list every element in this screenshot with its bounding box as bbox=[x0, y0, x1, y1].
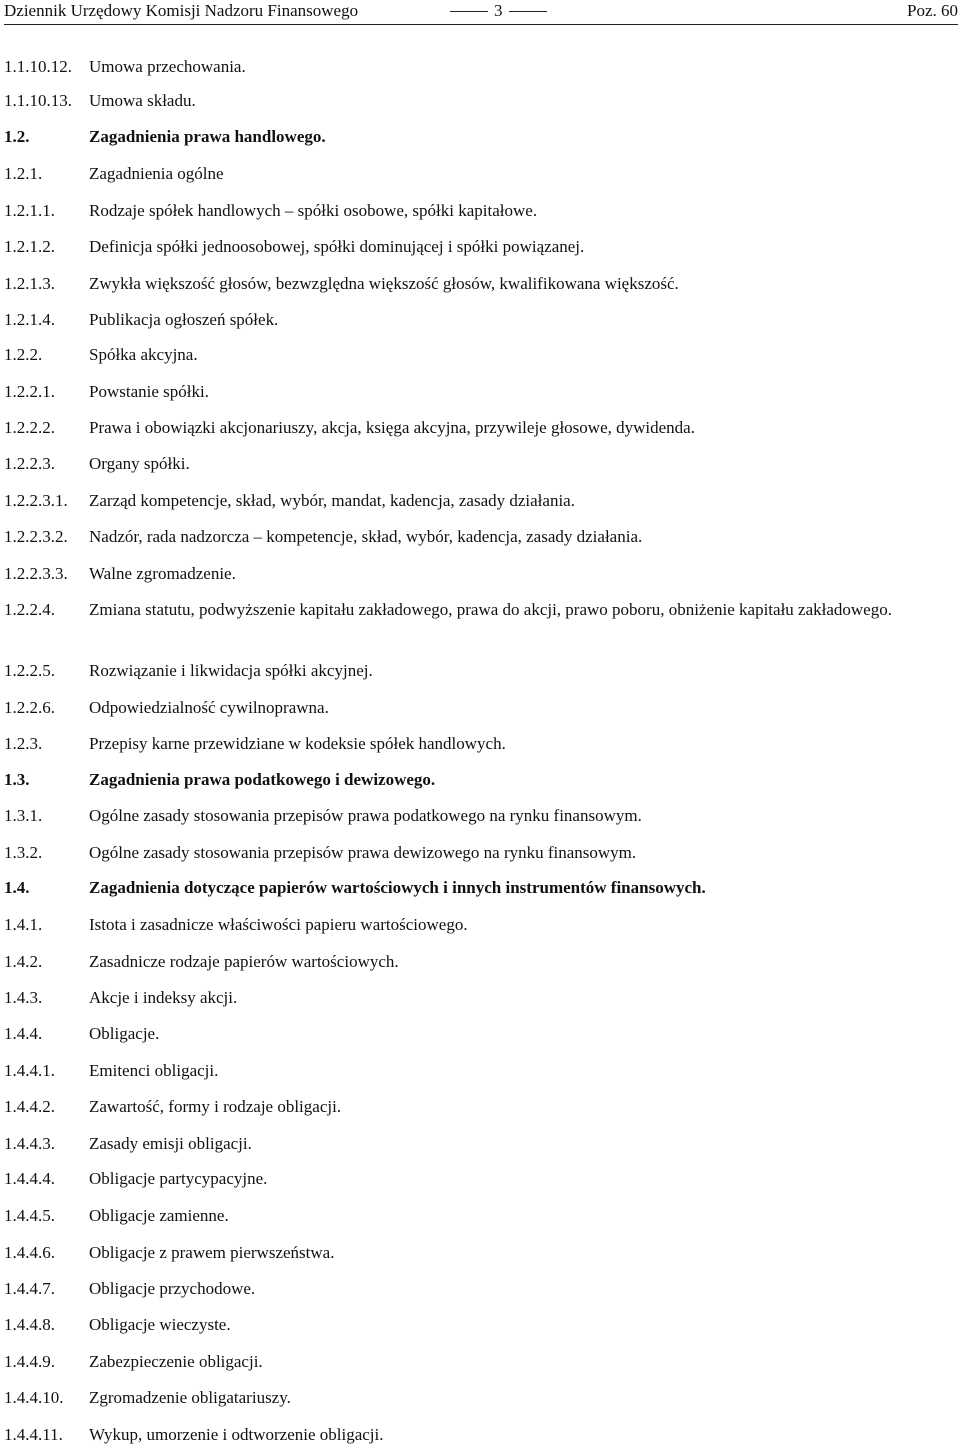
entry-text: Nadzór, rada nadzorcza – kompetencje, skład, wybór, kadencja, zasady działania. bbox=[89, 527, 643, 546]
entry-number: 1.4.4.5. bbox=[4, 1206, 55, 1225]
journal-title: Dziennik Urzędowy Komisji Nadzoru Finansowego bbox=[4, 1, 359, 20]
entry-number: 1.2.2.1. bbox=[4, 382, 55, 401]
entry-number: 1.2.2.4. bbox=[4, 600, 55, 619]
entry-number: 1.4.4. bbox=[4, 1024, 43, 1043]
entry-text: Zawartość, formy i rodzaje obligacji. bbox=[89, 1097, 342, 1116]
entry-number: 1.2. bbox=[4, 127, 30, 146]
entry-text: Spółka akcyjna. bbox=[89, 345, 198, 364]
entry-number: 1.4. bbox=[4, 878, 30, 897]
entry-number: 1.4.4.11. bbox=[4, 1425, 63, 1444]
entry-text: Definicja spółki jednoosobowej, spółki dominującej i spółki powiązanej. bbox=[89, 237, 585, 256]
entry-number: 1.2.2.6. bbox=[4, 698, 55, 717]
page-number-value: 3 bbox=[494, 1, 503, 20]
entry-text: Obligacje wieczyste. bbox=[89, 1315, 231, 1334]
entry-number: 1.2.1.3. bbox=[4, 274, 55, 293]
entry-number: 1.2.2.3.3. bbox=[4, 564, 68, 583]
entry-text: Obligacje. bbox=[89, 1024, 160, 1043]
entry-text: Zmiana statutu, podwyższenie kapitału zakładowego, prawa do akcji, prawo poboru, obniżenie kapitału zakładowego. bbox=[89, 600, 892, 619]
entry-number: 1.2.1.2. bbox=[4, 237, 55, 256]
entry-text: Obligacje z prawem pierwszeństwa. bbox=[89, 1243, 335, 1262]
entry-number: 1.2.2.3.2. bbox=[4, 527, 68, 546]
page-header bbox=[4, 0, 958, 25]
entry-text: Rodzaje spółek handlowych – spółki osobowe, spółki kapitałowe. bbox=[89, 201, 538, 220]
dash-left bbox=[450, 11, 488, 12]
position-number: Poz. 60 bbox=[907, 1, 958, 20]
entry-text: Odpowiedzialność cywilnoprawna. bbox=[89, 698, 329, 717]
entry-text: Powstanie spółki. bbox=[89, 382, 209, 401]
dash-right bbox=[509, 11, 547, 12]
entry-text: Zwykła większość głosów, bezwzględna większość głosów, kwalifikowana większość. bbox=[89, 274, 679, 293]
entry-number: 1.2.2.3. bbox=[4, 454, 55, 473]
entry-text: Zgromadzenie obligatariuszy. bbox=[89, 1388, 291, 1407]
entry-number: 1.4.4.8. bbox=[4, 1315, 55, 1334]
entry-number: 1.4.4.6. bbox=[4, 1243, 55, 1262]
entry-number: 1.2.2. bbox=[4, 345, 43, 364]
entry-number: 1.4.4.7. bbox=[4, 1279, 55, 1298]
entry-number: 1.1.10.12. bbox=[4, 57, 72, 76]
entry-text: Obligacje przychodowe. bbox=[89, 1279, 256, 1298]
entry-number: 1.2.3. bbox=[4, 734, 43, 753]
entry-text: Zasadnicze rodzaje papierów wartościowych. bbox=[89, 952, 399, 971]
entry-number: 1.2.1. bbox=[4, 164, 43, 183]
entry-text: Zarząd kompetencje, skład, wybór, mandat, kadencja, zasady działania. bbox=[89, 491, 575, 510]
entry-text: Zagadnienia ogólne bbox=[89, 164, 224, 183]
entry-text: Publikacja ogłoszeń spółek. bbox=[89, 310, 279, 329]
entry-number: 1.4.3. bbox=[4, 988, 43, 1007]
entry-text: Umowa przechowania. bbox=[89, 57, 246, 76]
entry-text: Rozwiązanie i likwidacja spółki akcyjnej. bbox=[89, 661, 373, 680]
entry-number: 1.3.2. bbox=[4, 843, 43, 862]
entry-number: 1.4.2. bbox=[4, 952, 43, 971]
entry-number: 1.4.4.4. bbox=[4, 1169, 55, 1188]
page-number bbox=[444, 0, 553, 22]
entry-number: 1.3.1. bbox=[4, 806, 43, 825]
entry-text: Zagadnienia prawa podatkowego i dewizowego. bbox=[89, 770, 436, 789]
entry-number: 1.2.2.2. bbox=[4, 418, 55, 437]
entry-text: Zagadnienia dotyczące papierów wartościowych i innych instrumentów finansowych. bbox=[89, 878, 706, 897]
entry-text: Zabezpieczenie obligacji. bbox=[89, 1352, 263, 1371]
entry-text: Walne zgromadzenie. bbox=[89, 564, 236, 583]
entry-number: 1.3. bbox=[4, 770, 30, 789]
entry-number: 1.4.1. bbox=[4, 915, 43, 934]
entry-text: Przepisy karne przewidziane w kodeksie spółek handlowych. bbox=[89, 734, 506, 753]
entry-text: Umowa składu. bbox=[89, 91, 196, 110]
entry-text: Zagadnienia prawa handlowego. bbox=[89, 127, 326, 146]
entry-number: 1.4.4.1. bbox=[4, 1061, 55, 1080]
entry-text: Akcje i indeksy akcji. bbox=[89, 988, 238, 1007]
entry-text: Obligacje zamienne. bbox=[89, 1206, 229, 1225]
entry-text: Zasady emisji obligacji. bbox=[89, 1134, 252, 1153]
entry-number: 1.4.4.9. bbox=[4, 1352, 55, 1371]
entry-number: 1.1.10.13. bbox=[4, 91, 72, 110]
entry-text: Organy spółki. bbox=[89, 454, 190, 473]
entry-text: Ogólne zasady stosowania przepisów prawa podatkowego na rynku finansowym. bbox=[89, 806, 642, 825]
entry-number: 1.2.2.3.1. bbox=[4, 491, 68, 510]
entry-number: 1.4.4.10. bbox=[4, 1388, 64, 1407]
entry-number: 1.2.2.5. bbox=[4, 661, 55, 680]
entry-text: Ogólne zasady stosowania przepisów prawa dewizowego na rynku finansowym. bbox=[89, 843, 637, 862]
entry-number: 1.4.4.2. bbox=[4, 1097, 55, 1116]
entry-number: 1.4.4.3. bbox=[4, 1134, 55, 1153]
entry-number: 1.2.1.1. bbox=[4, 201, 55, 220]
entry-text: Obligacje partycypacyjne. bbox=[89, 1169, 268, 1188]
entry-text: Prawa i obowiązki akcjonariuszy, akcja, księga akcyjna, przywileje głosowe, dywidenda. bbox=[89, 418, 695, 437]
entry-number: 1.2.1.4. bbox=[4, 310, 55, 329]
entry-text: Emitenci obligacji. bbox=[89, 1061, 219, 1080]
entry-text: Istota i zasadnicze właściwości papieru wartościowego. bbox=[89, 915, 468, 934]
entry-text: Wykup, umorzenie i odtworzenie obligacji. bbox=[89, 1425, 384, 1444]
